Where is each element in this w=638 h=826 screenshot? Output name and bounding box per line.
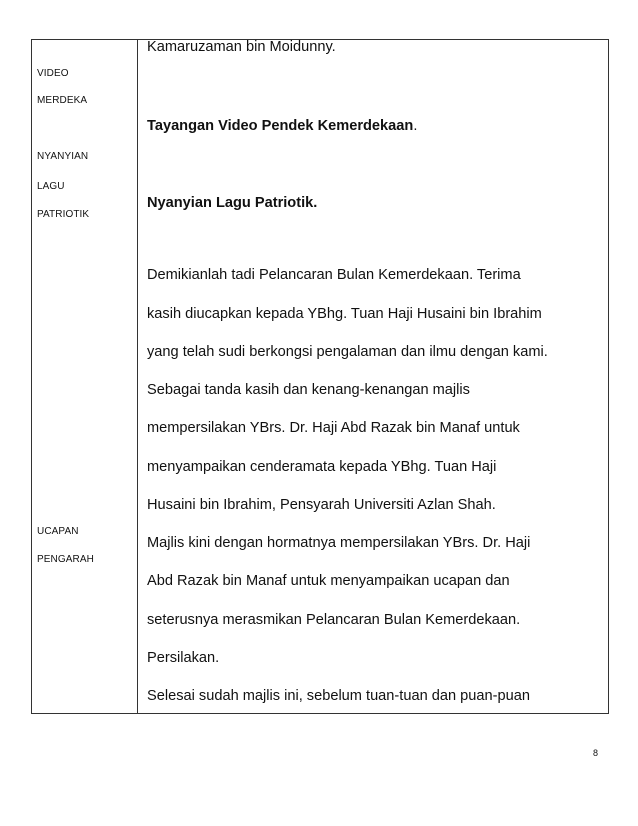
paragraph-line: seterusnya merasmikan Pelancaran Bulan Kemerdekaan. <box>147 612 521 628</box>
video-title-line <box>147 118 417 134</box>
paragraph-line: Husaini bin Ibrahim, Pensyarah Universiti Azlan Shah. <box>147 497 496 513</box>
paragraph-line: Persilakan. <box>147 650 220 666</box>
paragraph-line: kasih diucapkan kepada YBhg. Tuan Haji Husaini bin Ibrahim <box>147 306 542 322</box>
label-pengarah: PENGARAH <box>37 554 94 565</box>
paragraph-line: menyampaikan cenderamata kepada YBhg. Tuan Haji <box>147 459 497 475</box>
paragraph-line: Selesai sudah majlis ini, sebelum tuan-tuan dan puan-puan <box>147 688 530 704</box>
page-number: 8 <box>593 748 599 758</box>
label-merdeka: MERDEKA <box>37 95 88 106</box>
column-divider <box>137 40 138 713</box>
label-patriotik: PATRIOTIK <box>37 209 90 220</box>
paragraph-line: Sebagai tanda kasih dan kenang-kenangan majlis <box>147 382 470 398</box>
label-video: VIDEO <box>37 68 69 79</box>
line-kamaruzaman: Kamaruzaman bin Moidunny. <box>147 39 336 55</box>
paragraph-line: Demikianlah tadi Pelancaran Bulan Kemerdekaan. Terima <box>147 267 521 283</box>
label-ucapan: UCAPAN <box>37 526 79 537</box>
paragraph-line: Majlis kini dengan hormatnya mempersilakan YBrs. Dr. Haji <box>147 535 531 551</box>
label-nyanyian: NYANYIAN <box>37 151 89 162</box>
song-title: Nyanyian Lagu Patriotik. <box>147 195 318 211</box>
paragraph-line: mempersilakan YBrs. Dr. Haji Abd Razak bin Manaf untuk <box>147 420 520 436</box>
video-title: Tayangan Video Pendek Kemerdekaan <box>147 118 414 134</box>
paragraph-line: yang telah sudi berkongsi pengalaman dan ilmu dengan kami. <box>147 344 548 360</box>
paragraph-line: Abd Razak bin Manaf untuk menyampaikan ucapan dan <box>147 573 510 589</box>
video-title-period: . <box>413 118 418 134</box>
program-table <box>31 39 609 714</box>
label-lagu: LAGU <box>37 181 65 192</box>
